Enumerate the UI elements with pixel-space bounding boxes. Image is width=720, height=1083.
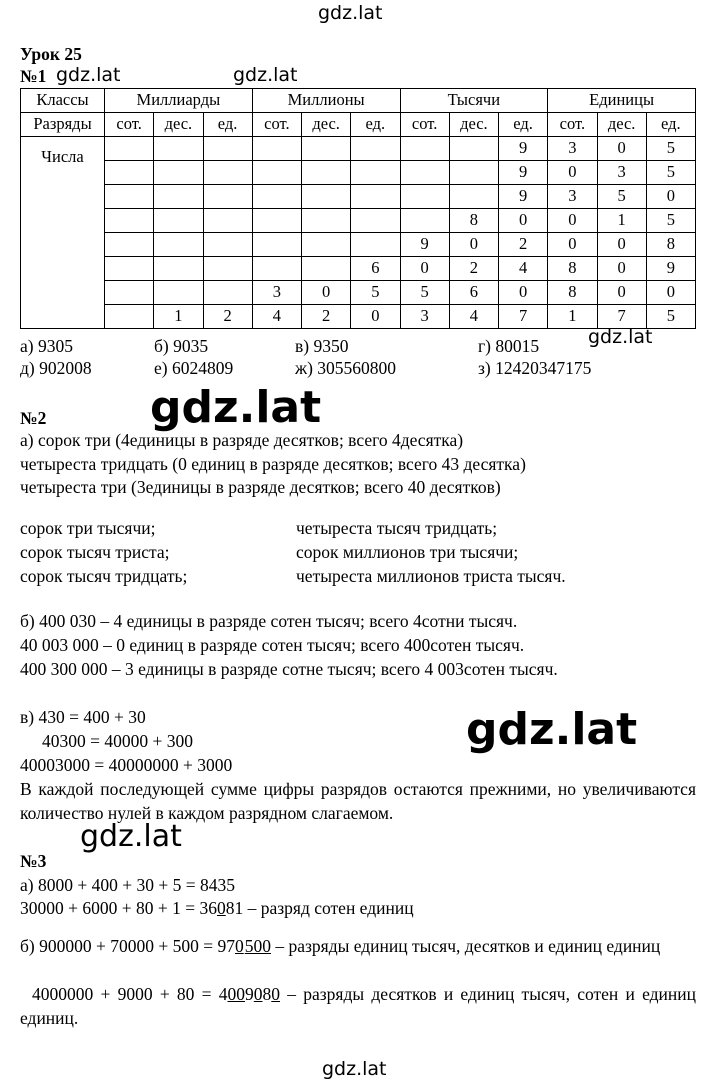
- digit-header: ед.: [499, 113, 548, 137]
- digit-cell: [400, 185, 449, 209]
- digit-cell: 9: [499, 137, 548, 161]
- digit-cell: [302, 185, 351, 209]
- digits-header-label: Разряды: [21, 113, 105, 137]
- digit-cell: 3: [548, 185, 597, 209]
- digit-cell: [252, 185, 301, 209]
- table-row: [21, 137, 696, 161]
- digit-cell: 5: [646, 161, 695, 185]
- digit-header: сот.: [400, 113, 449, 137]
- digit-cell: 2: [499, 233, 548, 257]
- ex3-b-text: – разряды десятков и единиц тысяч, сотен и единиц единиц.: [20, 984, 696, 1028]
- digit-cell: 2: [302, 305, 351, 329]
- ex3-a-line2: [20, 898, 414, 918]
- digit-cell: 2: [203, 305, 252, 329]
- digit-cell: [154, 233, 203, 257]
- digit-cell: 9: [646, 257, 695, 281]
- answer-d: д) 902008: [20, 358, 92, 378]
- ex2-a-line: четыреста тридцать (0 единиц в разряде десятков; всего 43 десятка): [20, 454, 526, 474]
- lesson-title: Урок 25: [20, 44, 82, 64]
- digit-cell: 0: [597, 233, 646, 257]
- watermark-ex1-right: gdz.lat: [233, 64, 298, 86]
- digit-header: ед.: [646, 113, 695, 137]
- digit-header: дес.: [449, 113, 498, 137]
- digit-cell: 9: [499, 161, 548, 185]
- ex2-v-line: 40300 = 40000 + 300: [42, 731, 193, 751]
- table-classes-row: [21, 89, 696, 113]
- table-number-rows: [21, 137, 696, 329]
- digit-cell: [105, 281, 154, 305]
- digit-cell: 8: [646, 233, 695, 257]
- digit-cell: 6: [449, 281, 498, 305]
- digit-cell: [252, 257, 301, 281]
- digit-cell: 3: [400, 305, 449, 329]
- classes-header-label: Классы: [21, 89, 105, 113]
- ex2-v-line: в) 430 = 400 + 30: [20, 707, 146, 727]
- digit-cell: 8: [449, 209, 498, 233]
- ex2-pair-left: сорок тысяч тридцать;: [20, 566, 188, 586]
- answer-b: б) 9035: [154, 336, 209, 356]
- digit-header: сот.: [252, 113, 301, 137]
- digit-cell: [449, 161, 498, 185]
- digit-cell: 0: [400, 257, 449, 281]
- ex3-b-text: 9: [245, 984, 254, 1004]
- digit-cell: [203, 185, 252, 209]
- table-row: [21, 209, 696, 233]
- ex2-v-conclusion: В каждой последующей сумме цифры разрядов остаются прежними, но увеличиваются количество нулей в каждом разрядном слагаемом.: [20, 779, 696, 823]
- ex1-label: №1: [20, 66, 47, 86]
- ex2-pair-left: сорок три тысячи;: [20, 518, 156, 538]
- ex2-pair-right: сорок миллионов три тысячи;: [296, 542, 519, 562]
- digit-cell: 4: [449, 305, 498, 329]
- digit-cell: [400, 161, 449, 185]
- digit-header: сот.: [105, 113, 154, 137]
- digit-header: дес.: [302, 113, 351, 137]
- digit-cell: 9: [499, 185, 548, 209]
- digit-cell: [105, 209, 154, 233]
- digit-cell: [302, 233, 351, 257]
- digit-cell: [351, 185, 400, 209]
- digit-cell: 0: [646, 281, 695, 305]
- ex3-b-text: – разряды единиц тысяч, десятков и единиц единиц: [270, 936, 661, 956]
- ex2-b-line: 40 003 000 – 0 единиц в разряде сотен тысяч; всего 400сотен тысяч.: [20, 635, 525, 655]
- digit-cell: [154, 257, 203, 281]
- digit-cell: 2: [449, 257, 498, 281]
- underlined-digit: 0: [271, 984, 281, 1004]
- digit-cell: 3: [597, 161, 646, 185]
- digit-cell: [252, 137, 301, 161]
- digit-cell: [203, 281, 252, 305]
- underlined-digit: 00: [227, 984, 246, 1004]
- digit-cell: 0: [597, 137, 646, 161]
- answer-a: а) 9305: [20, 336, 73, 356]
- digit-cell: 1: [597, 209, 646, 233]
- digit-cell: [252, 209, 301, 233]
- digit-cell: [302, 161, 351, 185]
- digit-cell: [400, 209, 449, 233]
- digit-header: дес.: [597, 113, 646, 137]
- digit-cell: 5: [400, 281, 449, 305]
- digit-cell: 0: [499, 281, 548, 305]
- underlined-digit: 0: [253, 984, 263, 1004]
- digit-cell: 3: [548, 137, 597, 161]
- watermark-ex1-left: gdz.lat: [56, 64, 121, 86]
- watermark-large-1: gdz.lat: [150, 382, 322, 433]
- digit-cell: [203, 209, 252, 233]
- digit-cell: 0: [548, 209, 597, 233]
- class-thousands: Тысячи: [400, 89, 548, 113]
- digit-cell: 0: [302, 281, 351, 305]
- digit-cell: [302, 137, 351, 161]
- underlined-digit: 500: [244, 936, 271, 956]
- underlined-digit: 0: [234, 936, 244, 956]
- digit-cell: 0: [351, 305, 400, 329]
- digit-cell: 5: [646, 305, 695, 329]
- answer-v: в) 9350: [295, 336, 349, 356]
- ex3-a-line2-text: 30000 + 6000 + 80 + 1 = 36: [20, 898, 217, 918]
- digit-cell: [154, 161, 203, 185]
- ex3-b-text: 4000000 + 9000 + 80 = 4: [32, 984, 228, 1004]
- digit-cell: [302, 257, 351, 281]
- classes-digits-table: [20, 88, 696, 329]
- underlined-digit: 0: [216, 898, 226, 918]
- digit-cell: [203, 257, 252, 281]
- digit-cell: [302, 209, 351, 233]
- digit-cell: [400, 137, 449, 161]
- table-row: [21, 185, 696, 209]
- digit-cell: 8: [548, 281, 597, 305]
- digit-cell: 3: [252, 281, 301, 305]
- digit-cell: 0: [597, 257, 646, 281]
- ex2-label: №2: [20, 408, 47, 428]
- ex2-v-line: 40003000 = 40000000 + 3000: [20, 755, 233, 775]
- digit-cell: [203, 233, 252, 257]
- digit-cell: 8: [548, 257, 597, 281]
- digit-cell: 6: [351, 257, 400, 281]
- ex3-a-line1: а) 8000 + 400 + 30 + 5 = 8435: [20, 875, 235, 895]
- digit-cell: [351, 233, 400, 257]
- digit-cell: [252, 161, 301, 185]
- ex2-b-line: 400 300 000 – 3 единицы в разряде сотне тысяч; всего 4 003сотен тысяч.: [20, 659, 558, 679]
- ex3-b-text: б) 900000 + 70000 + 500 = 97: [20, 936, 235, 956]
- digit-cell: 0: [597, 281, 646, 305]
- table-digits-row: [21, 113, 696, 137]
- ex3-b-text: 8: [262, 984, 272, 1004]
- digit-cell: [105, 305, 154, 329]
- ex2-a-line: а) сорок три (4единицы в разряде десятков; всего 4десятка): [20, 430, 464, 450]
- ex2-a-line: четыреста три (3единицы в разряде десятков; всего 40 десятков): [20, 477, 501, 497]
- table-row: [21, 257, 696, 281]
- digit-cell: [351, 137, 400, 161]
- digit-cell: [105, 161, 154, 185]
- digit-cell: 0: [548, 233, 597, 257]
- digit-header: сот.: [548, 113, 597, 137]
- digit-cell: [252, 233, 301, 257]
- ex3-b-line2: [20, 982, 696, 1030]
- answer-zh: ж) 305560800: [295, 358, 397, 378]
- table-row: [21, 233, 696, 257]
- digit-cell: 5: [351, 281, 400, 305]
- ex3-b-line1: [20, 934, 696, 958]
- watermark-medium: gdz.lat: [80, 819, 182, 854]
- ex2-pair-left: сорок тысяч триста;: [20, 542, 170, 562]
- digit-cell: [154, 185, 203, 209]
- digit-cell: [105, 257, 154, 281]
- digit-cell: 7: [499, 305, 548, 329]
- answer-e: е) 6024809: [154, 358, 234, 378]
- ex2-b-line: б) 400 030 – 4 единицы в разряде сотен тысяч; всего 4сотни тысяч.: [20, 611, 518, 631]
- table-row: [21, 161, 696, 185]
- digit-cell: 0: [449, 233, 498, 257]
- digit-cell: [154, 137, 203, 161]
- digit-cell: [154, 209, 203, 233]
- answer-z: з) 12420347175: [478, 358, 592, 378]
- digit-cell: 1: [548, 305, 597, 329]
- digit-cell: [154, 281, 203, 305]
- digit-cell: [449, 137, 498, 161]
- digit-cell: 1: [154, 305, 203, 329]
- digit-cell: 5: [646, 137, 695, 161]
- digit-cell: 4: [499, 257, 548, 281]
- digit-header: ед.: [351, 113, 400, 137]
- digit-cell: 4: [252, 305, 301, 329]
- digit-cell: 5: [646, 209, 695, 233]
- digit-header: дес.: [154, 113, 203, 137]
- watermark-top: gdz.lat: [318, 2, 383, 24]
- digit-cell: 0: [548, 161, 597, 185]
- watermark-table-bottom: gdz.lat: [588, 326, 653, 348]
- digit-cell: [105, 233, 154, 257]
- table-row: [21, 281, 696, 305]
- watermark-large-2: gdz.lat: [466, 704, 638, 755]
- digit-cell: [203, 161, 252, 185]
- class-billions: Миллиарды: [105, 89, 253, 113]
- digit-cell: 5: [597, 185, 646, 209]
- digit-cell: [351, 209, 400, 233]
- digit-cell: 9: [400, 233, 449, 257]
- class-millions: Миллионы: [252, 89, 400, 113]
- digit-cell: [203, 137, 252, 161]
- digit-header: ед.: [203, 113, 252, 137]
- digit-cell: 0: [499, 209, 548, 233]
- ex3-label: №3: [20, 851, 47, 871]
- digit-cell: [105, 137, 154, 161]
- numbers-label: Числа: [21, 137, 105, 329]
- ex3-a-line2-text: 81 – разряд сотен единиц: [225, 898, 414, 918]
- table-row: [21, 305, 696, 329]
- digit-cell: [105, 185, 154, 209]
- answer-g: г) 80015: [478, 336, 540, 356]
- ex2-pair-right: четыреста тысяч тридцать;: [296, 518, 498, 538]
- watermark-bottom: gdz.lat: [322, 1058, 387, 1080]
- ex2-pair-right: четыреста миллионов триста тысяч.: [296, 566, 566, 586]
- digit-cell: [351, 161, 400, 185]
- digit-cell: 7: [597, 305, 646, 329]
- digit-cell: 0: [646, 185, 695, 209]
- class-units: Единицы: [548, 89, 696, 113]
- digit-cell: [449, 185, 498, 209]
